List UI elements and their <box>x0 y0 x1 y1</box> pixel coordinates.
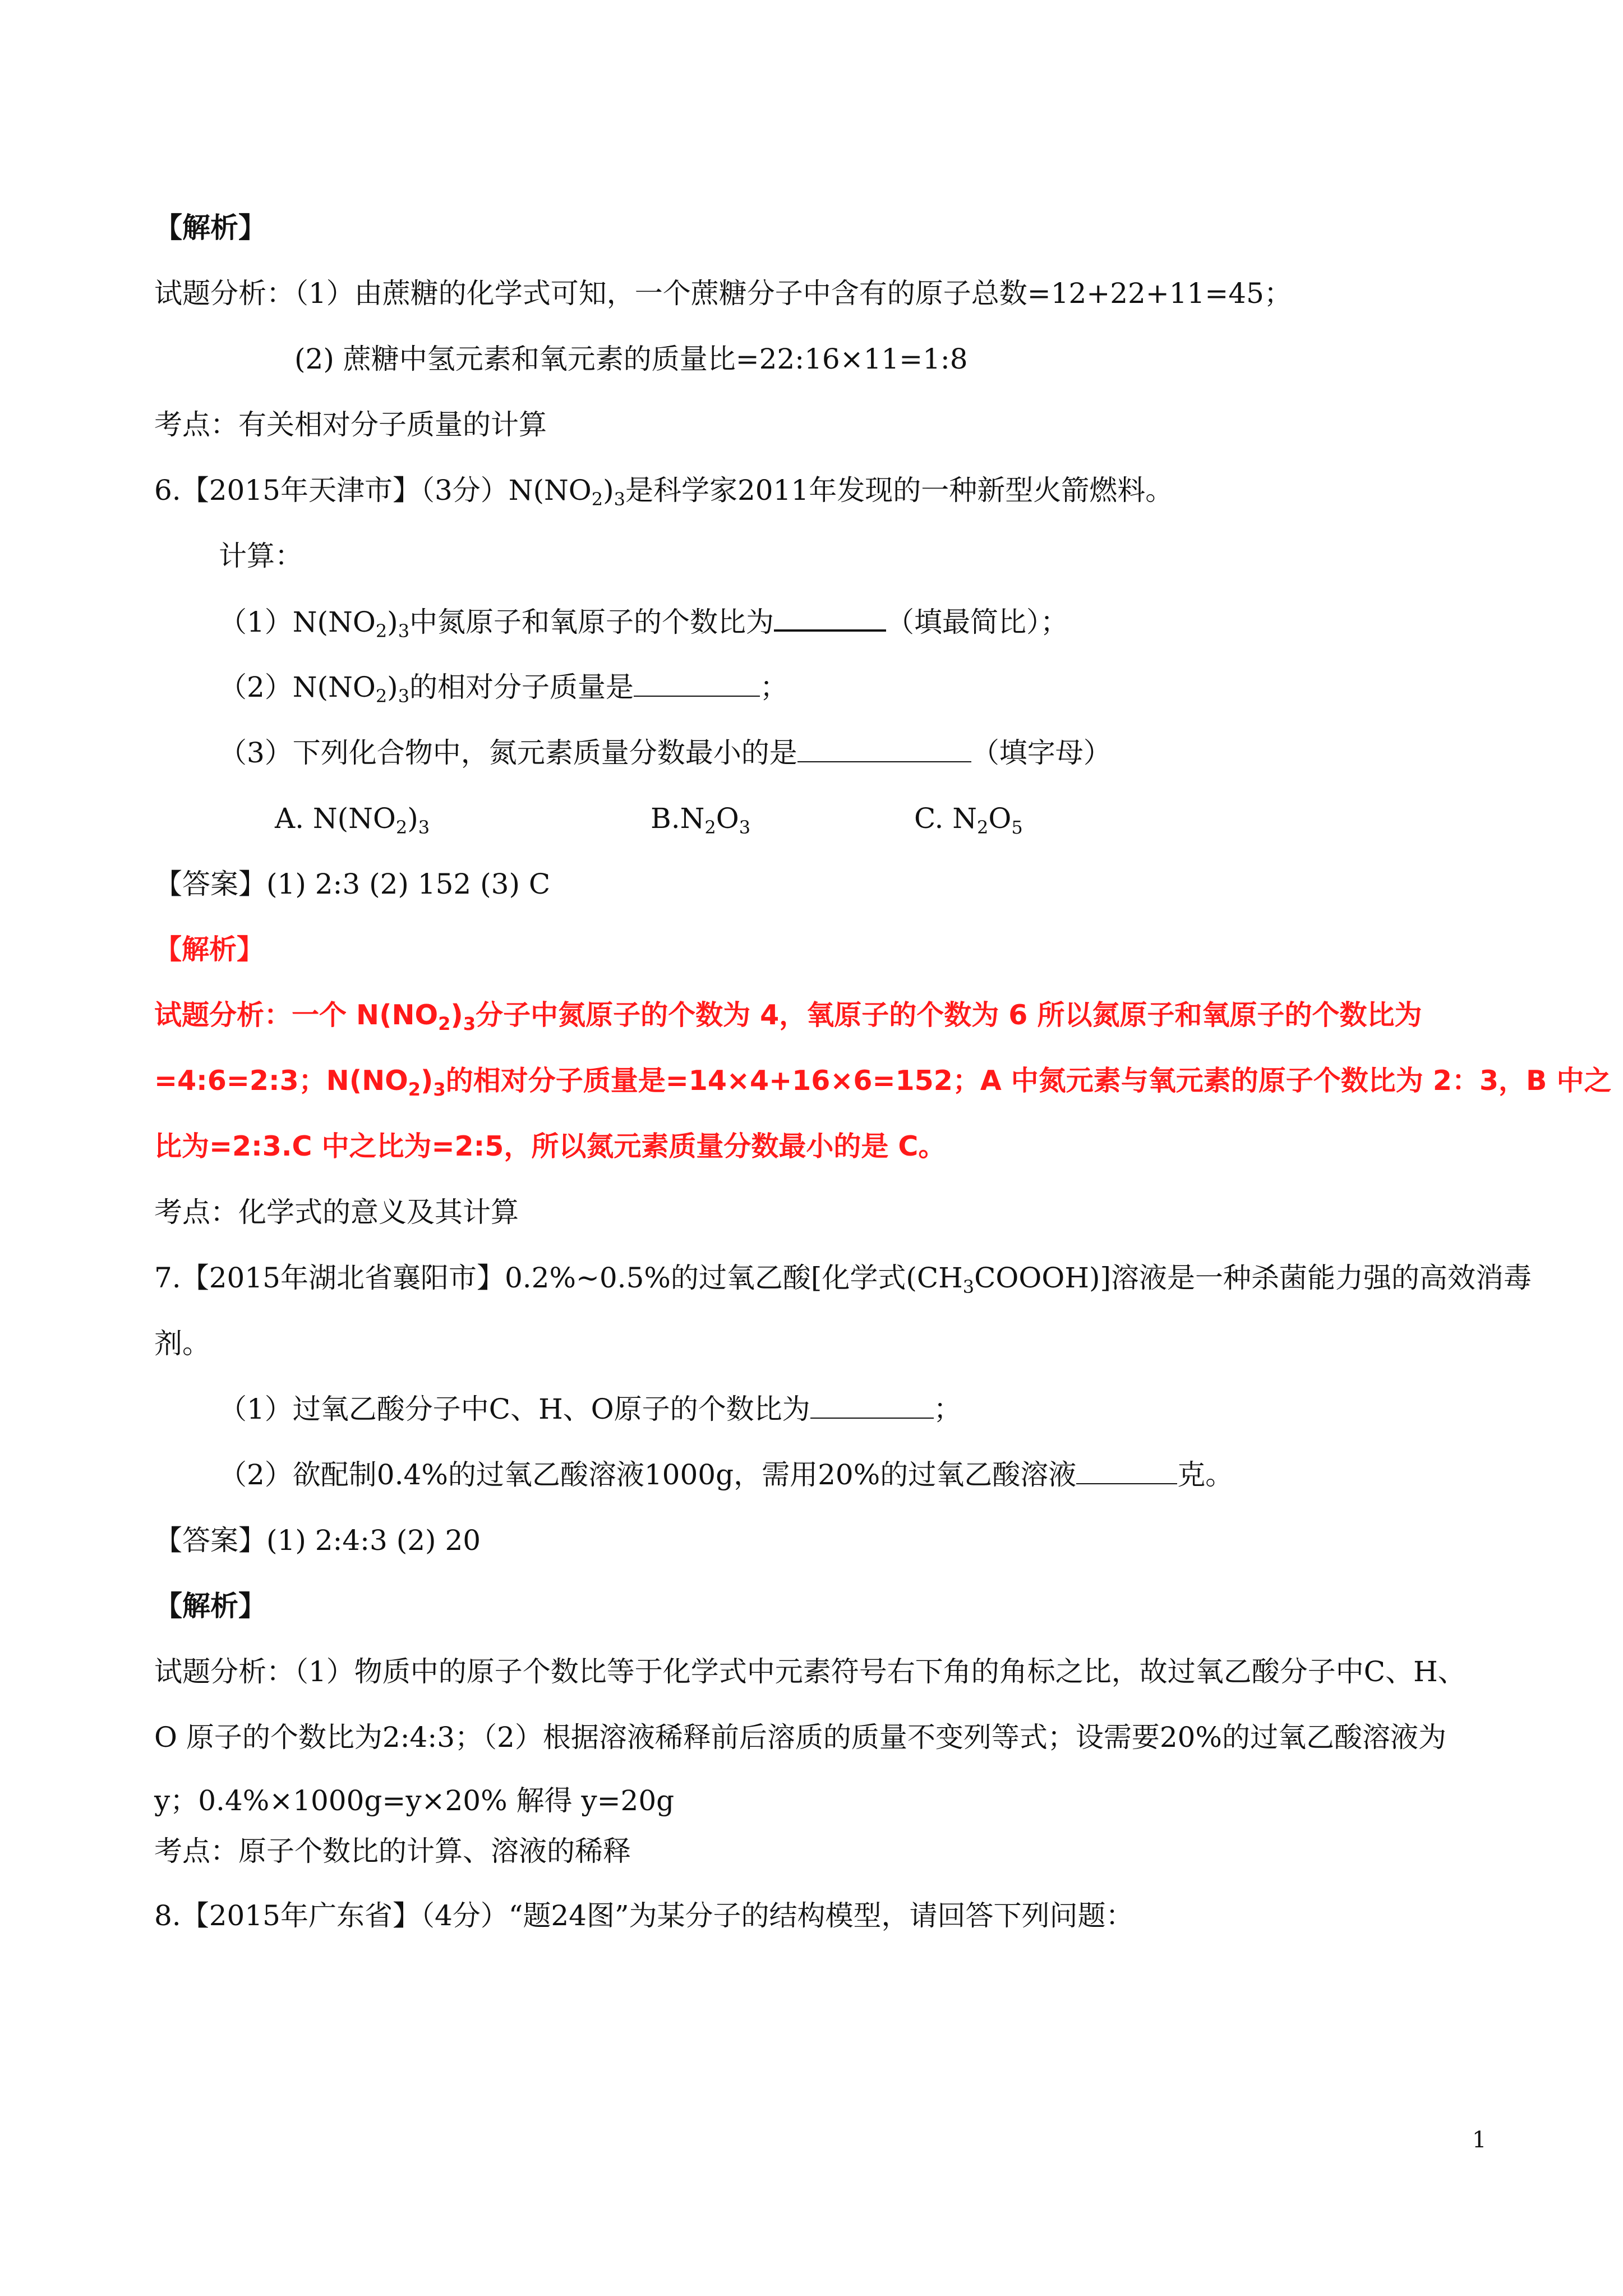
q6-red-analysis-line-3: 比为=2:3.C 中之比为=2:5，所以氮元素质量分数最小的是 C。 <box>154 1130 946 1162</box>
q7-part-1: （1）过氧乙酸分子中C、H、O原子的个数比为 ； <box>219 1393 962 1425</box>
q7-analysis-line-1: 试题分析：（1）物质中的原子个数比等于化学式中元素符号右下角的角标之比，故过氧乙酸分子中C、H、 <box>154 1655 1466 1688</box>
q6-option-b: $B.N_2O_3$ <box>651 802 751 838</box>
q5-kaodian: 考点：有关相对分子质量的计算 <box>154 408 547 441</box>
q6-red-analysis-line-2: =4:6=2:3；$N(NO_2)_3$的相对分子质量是=14×4+16×6=152；A 中氮元素与氧元素的原子个数比为 2：3，B 中之 <box>154 1065 1612 1100</box>
page-number: 1 <box>1472 2127 1487 2153</box>
q6-stem: 6.【2015年天津市】（3分）$N(NO_2)_3$是科学家2011年发现的一种新型火箭燃料。 <box>154 474 1174 510</box>
answer-blank[interactable] <box>810 1393 934 1419</box>
q5-jiexi-label: 【解析】 <box>154 211 266 244</box>
q6-answer: 【答案】(1) 2:3 (2) 152 (3) C <box>154 868 551 900</box>
q7-stem: 7.【2015年湖北省襄阳市】0.2%~0.5%的过氧乙酸[化学式$(CH_3COOOH)$]溶液是一种杀菌能力强的高效消毒 <box>154 1262 1532 1297</box>
q7-stem-continued: 剂。 <box>154 1327 210 1360</box>
q6-part-3: （3）下列化合物中，氮元素质量分数最小的是 （填字母） <box>219 737 1112 769</box>
q8-stem: 8.【2015年广东省】（4分）“题24图”为某分子的结构模型，请回答下列问题： <box>154 1899 1134 1932</box>
q6-jiexi-label: 【解析】 <box>154 933 265 965</box>
q6-option-a: A. $N(NO_2)_3$ <box>275 802 430 838</box>
q7-kaodian: 考点：原子个数比的计算、溶液的稀释 <box>154 1835 631 1867</box>
answer-blank[interactable] <box>774 605 886 632</box>
q7-part-2: （2）欲配制0.4%的过氧乙酸溶液1000g，需用20%的过氧乙酸溶液 克。 <box>219 1458 1234 1491</box>
q6-part-2: $(2)N(NO_2)_3$的相对分子质量是 ； <box>219 671 789 707</box>
q6-option-c: C. $N_2O_5$ <box>914 802 1023 838</box>
answer-blank[interactable] <box>1076 1458 1177 1484</box>
q6-part-1: $(1)N(NO_2)_3$中氮原子和氧原子的个数比为 （填最简比）； <box>219 606 1069 642</box>
q7-answer: 【答案】(1) 2:4:3 (2) 20 <box>154 1524 481 1557</box>
q5-analysis-line-2: (2) 蔗糖中氢元素和氧元素的质量比=22:16×11=1:8 <box>294 343 968 375</box>
q6-kaodian: 考点：化学式的意义及其计算 <box>154 1196 519 1228</box>
q7-analysis-line-2: O 原子的个数比为2:4:3；（2）根据溶液稀释前后溶质的质量不变列等式；设需要20%的过氧乙酸溶液为 <box>154 1721 1446 1754</box>
answer-blank[interactable] <box>797 737 971 762</box>
q7-jiexi-label: 【解析】 <box>154 1589 266 1622</box>
q7-analysis-line-3: y；0.4%×1000g=y×20% 解得 y=20g <box>154 1784 675 1817</box>
q6-calc-label: 计算： <box>219 540 303 572</box>
answer-blank[interactable] <box>634 671 760 697</box>
q6-red-analysis-line-1: 试题分析：一个 $N(NO_2)_3$分子中氮原子的个数为 4，氧原子的个数为 6 所以氮原子和氧原子的个数比为 <box>154 999 1422 1034</box>
q5-analysis-line-1: 试题分析：（1）由蔗糖的化学式可知，一个蔗糖分子中含有的原子总数=12+22+11=45； <box>154 277 1292 310</box>
